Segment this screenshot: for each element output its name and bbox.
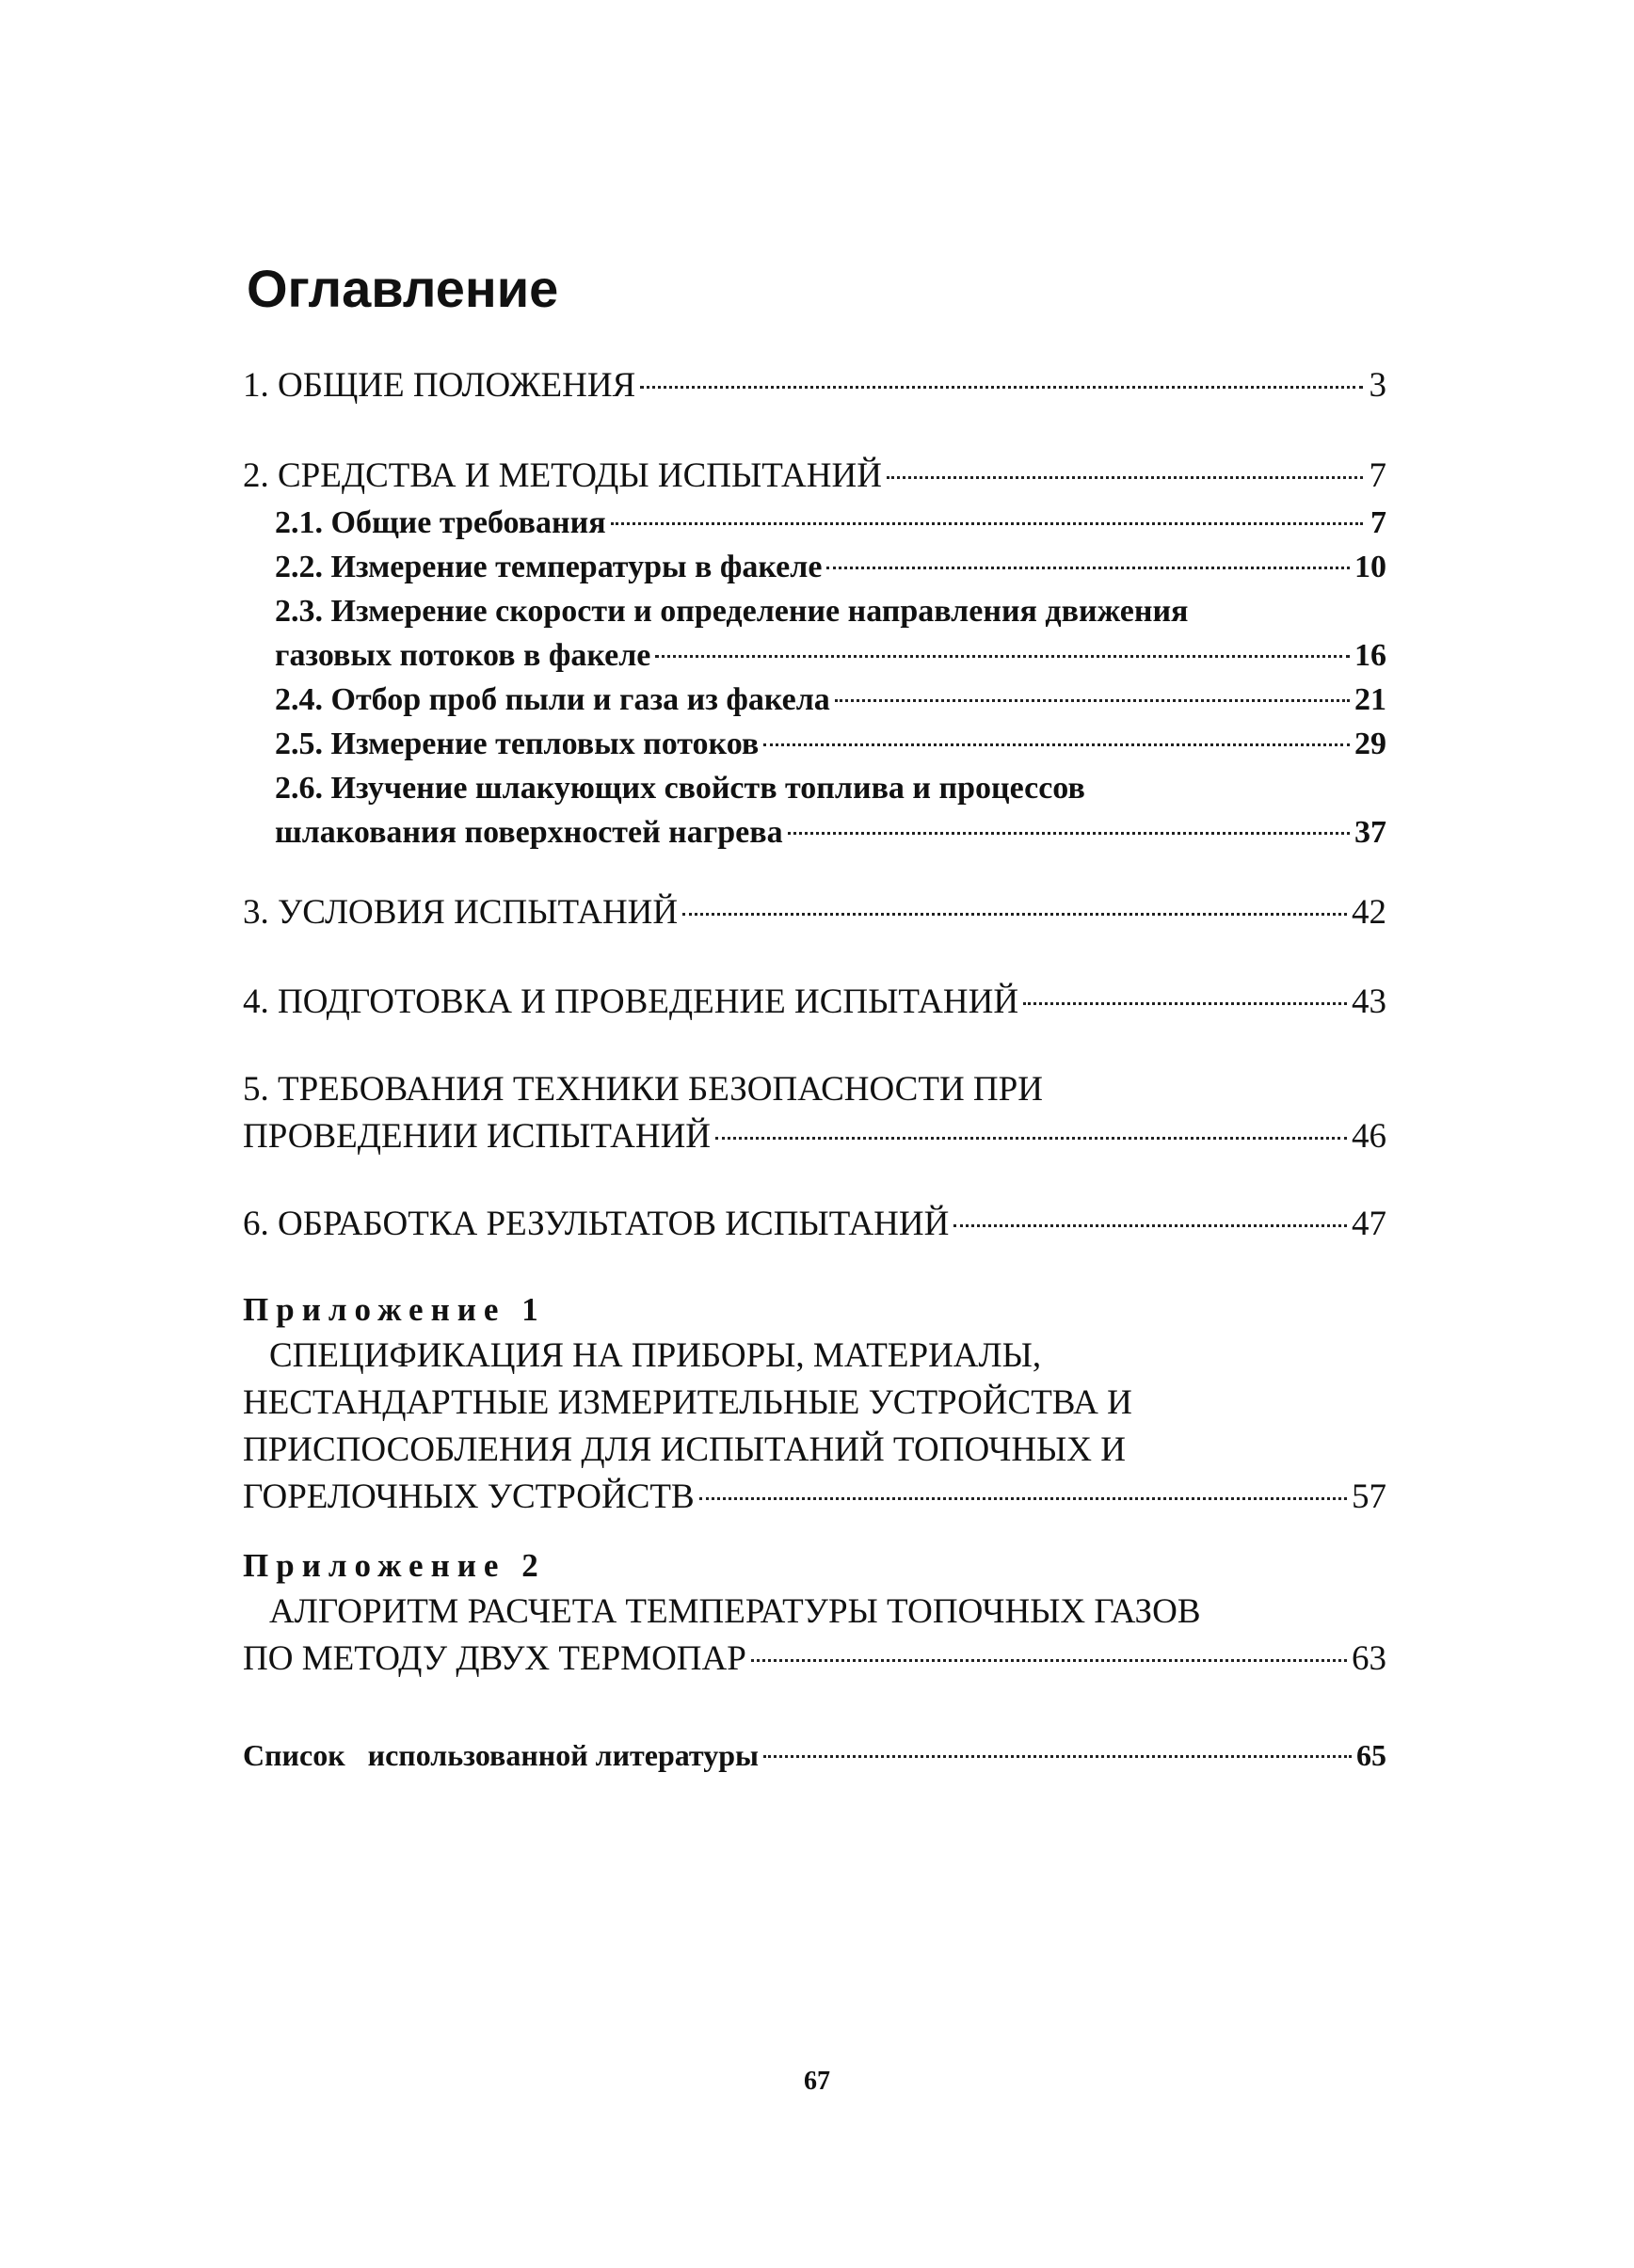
toc-entry-general-provisions[interactable] [243, 362, 1386, 409]
dot-leader [655, 655, 1350, 658]
toc-page-number: 29 [1354, 727, 1386, 761]
dot-leader [1023, 1002, 1347, 1005]
dot-leader [763, 743, 1350, 746]
toc-page-number: 65 [1356, 1738, 1386, 1772]
toc-entry-label: 2.6. Изучение шлакующих свойств топлива и процессов [275, 771, 1085, 806]
toc-entry-label: 2.2. Измерение температуры в факеле [275, 550, 823, 584]
dot-leader [763, 1755, 1352, 1758]
toc-entry-dust-gas-sampling[interactable] [243, 678, 1386, 722]
toc-entry-results-processing[interactable] [243, 1201, 1386, 1248]
toc-entry-safety-requirements[interactable] [243, 1066, 1386, 1160]
toc-entry-appendix-1[interactable] [243, 1287, 1386, 1521]
toc-page-number: 42 [1352, 893, 1386, 932]
toc-entry-temperature-measurement[interactable] [243, 545, 1386, 589]
page-number-footer: 67 [804, 2067, 830, 2096]
toc-title: Оглавление [247, 259, 559, 318]
dot-leader [788, 832, 1350, 835]
toc-entry-heat-flux-measurement[interactable] [243, 722, 1386, 766]
toc-page-number: 21 [1354, 682, 1386, 717]
dot-leader [826, 567, 1350, 569]
toc-page-number: 10 [1354, 550, 1386, 584]
toc-entry-label-continued: ПРОВЕДЕНИИ ИСПЫТАНИЙ [243, 1117, 712, 1156]
toc-page-number: 57 [1352, 1477, 1386, 1516]
toc-entry-label-continued: НЕСТАНДАРТНЫЕ ИЗМЕРИТЕЛЬНЫЕ УСТРОЙСТВА И [243, 1383, 1132, 1422]
toc-entry-label-continued: ГОРЕЛОЧНЫХ УСТРОЙСТВ [243, 1477, 695, 1516]
toc-entry-bibliography[interactable] [243, 1733, 1386, 1777]
toc-entry-label: СПЕЦИФИКАЦИЯ НА ПРИБОРЫ, МАТЕРИАЛЫ, [269, 1336, 1042, 1375]
appendix-label: Приложение 2 [243, 1547, 546, 1584]
toc-page-number: 63 [1352, 1639, 1386, 1678]
toc-entry-label: 4. ПОДГОТОВКА И ПРОВЕДЕНИЕ ИСПЫТАНИЙ [243, 982, 1019, 1021]
toc-entry-test-conditions[interactable] [243, 889, 1386, 936]
dot-leader [953, 1224, 1347, 1227]
dot-leader [715, 1137, 1347, 1140]
toc-entry-label-continued: ПРИСПОСОБЛЕНИЯ ДЛЯ ИСПЫТАНИЙ ТОПОЧНЫХ И [243, 1430, 1126, 1469]
toc-entry-label: 6. ОБРАБОТКА РЕЗУЛЬТАТОВ ИСПЫТАНИЙ [243, 1205, 950, 1243]
toc-entry-velocity-measurement[interactable] [243, 589, 1386, 678]
toc-entry-label: 1. ОБЩИЕ ПОЛОЖЕНИЯ [243, 366, 636, 405]
toc-entry-label: 2.4. Отбор проб пыли и газа из факела [275, 682, 830, 717]
toc-entry-label: 5. ТРЕБОВАНИЯ ТЕХНИКИ БЕЗОПАСНОСТИ ПРИ [243, 1070, 1043, 1109]
toc-entry-slagging-study[interactable] [243, 766, 1386, 854]
toc-entry-label-continued: ПО МЕТОДУ ДВУХ ТЕРМОПАР [243, 1639, 746, 1678]
toc-entry-general-requirements[interactable] [243, 501, 1386, 545]
toc-entry-label: 3. УСЛОВИЯ ИСПЫТАНИЙ [243, 893, 679, 932]
toc-entry-label: 2.5. Измерение тепловых потоков [275, 727, 760, 761]
toc-page-number: 3 [1369, 366, 1386, 405]
toc-entry-label: 2.3. Измерение скорости и определение направления движения [275, 594, 1189, 629]
dot-leader [682, 913, 1347, 916]
toc-entry-label-continued: шлакования поверхностей нагрева [275, 815, 783, 850]
dot-leader [611, 522, 1363, 525]
toc-page-number: 7 [1369, 456, 1386, 495]
toc-entry-means-and-methods[interactable] [243, 453, 1386, 500]
toc-page-number: 16 [1354, 638, 1386, 673]
toc-entry-appendix-2[interactable] [243, 1543, 1386, 1683]
appendix-label: Приложение 1 [243, 1291, 546, 1328]
dot-leader [751, 1659, 1347, 1662]
toc-entry-test-preparation[interactable] [243, 979, 1386, 1026]
toc-entry-label: 2.1. Общие требования [275, 505, 606, 540]
dot-leader [640, 386, 1363, 389]
toc-entry-label: АЛГОРИТМ РАСЧЕТА ТЕМПЕРАТУРЫ ТОПОЧНЫХ ГАЗОВ [269, 1592, 1201, 1631]
toc-entry-label: Список использованной литературы [243, 1738, 759, 1772]
toc-page-number: 37 [1354, 815, 1386, 850]
toc-page-number: 47 [1352, 1205, 1386, 1243]
toc-entry-label-continued: газовых потоков в факеле [275, 638, 651, 673]
dot-leader [699, 1497, 1347, 1500]
toc-entry-label: 2. СРЕДСТВА И МЕТОДЫ ИСПЫТАНИЙ [243, 456, 882, 495]
dot-leader [887, 476, 1363, 479]
toc-page-number: 7 [1370, 505, 1386, 540]
dot-leader [835, 699, 1350, 702]
toc-page-number: 46 [1352, 1117, 1386, 1156]
toc-page-number: 43 [1352, 982, 1386, 1021]
